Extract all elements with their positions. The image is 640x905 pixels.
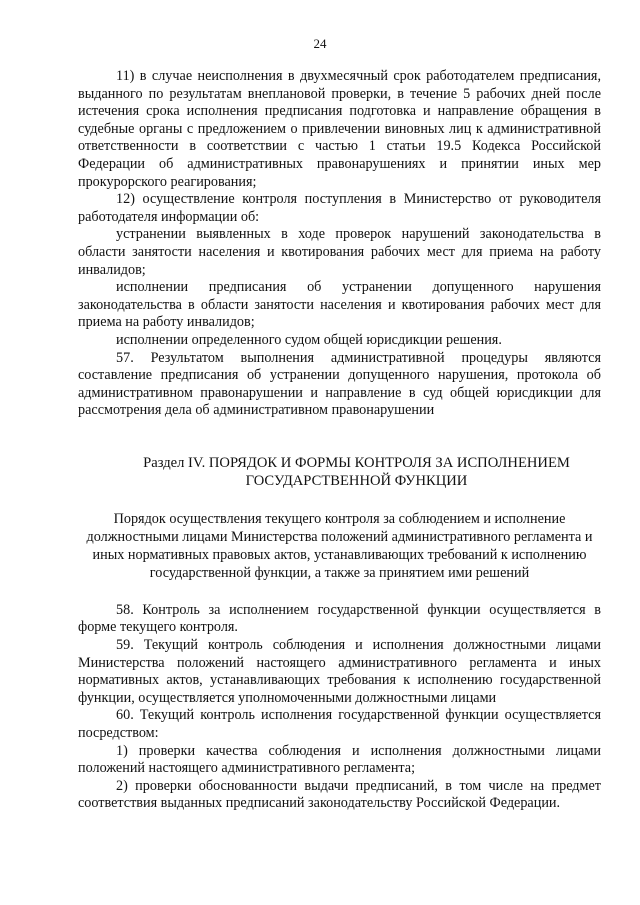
- paragraph-item-12: 12) осуществление контроля поступления в Министерство от руководителя работодателя информации об:: [78, 191, 601, 225]
- paragraph-item-11: 11) в случае неисполнения в двухмесячный срок работодателем предписания, выданного по результатам внеплановой проверки, в течение 5 рабочих дней после истечения срока исполнения предписания подготовка и направление обращения в судебные органы с предложением о привлечении виновных лиц к административной ответственности в соответствии с частью 1 статьи 19.5 Кодекса Российской Федерации об административных правонарушениях и принятии иных мер прокурорского реагирования;: [78, 68, 601, 190]
- paragraph-58: 58. Контроль за исполнением государственной функции осуществляется в форме текущего контроля.: [78, 601, 601, 636]
- section-subtitle: Порядок осуществления текущего контроля за соблюдением и исполнение должностными лицами Министерства положений административного регламента и иных нормативных правовых актов, устанавливающих требований к исполнению государственной функции, а также за принятием ими решений: [86, 510, 593, 581]
- paragraph-60-item-2: 2) проверки обоснованности выдачи предписаний, в том числе на предмет соответствия выданных предписаний законодательству Российской Федерации.: [78, 777, 601, 812]
- paragraph-59: 59. Текущий контроль соблюдения и исполнения должностными лицами Министерства положений настоящего административного регламента и иных нормативных актов, устанавливающих требования к исполнению государственной функции, осуществляется уполномоченными должностными лицами: [78, 637, 601, 706]
- paragraph-subitem-prescription: исполнении предписания об устранении допущенного нарушения законодательства в области занятости населения и квотирования рабочих мест для приема на работу инвалидов;: [78, 279, 601, 331]
- paragraph-subitem-court-decision: исполнении определенного судом общей юрисдикции решения.: [116, 331, 502, 348]
- spacer: [78, 420, 601, 454]
- spacer: [78, 490, 601, 510]
- section-title-line-2: ГОСУДАРСТВЕННОЙ ФУНКЦИИ: [245, 472, 468, 489]
- paragraph-60: 60. Текущий контроль исполнения государственной функции осуществляется посредством:: [78, 707, 601, 742]
- section-title-line-1: Раздел IV. ПОРЯДОК И ФОРМЫ КОНТРОЛЯ ЗА ИСПОЛНЕНИЕМ: [143, 454, 570, 471]
- spacer: [78, 582, 601, 602]
- paragraph-57: 57. Результатом выполнения административной процедуры являются составление предписания об устранении допущенного нарушения, протокола об административном правонарушении и направление в суд общей юрисдикции для рассмотрения дела об административном правонарушении: [78, 349, 601, 419]
- page-content: [78, 68, 601, 813]
- paragraph-60-item-1: 1) проверки качества соблюдения и исполнения должностными лицами положений настоящего административного регламента;: [78, 742, 601, 777]
- paragraph-subitem-violations: устранении выявленных в ходе проверок нарушений законодательства в области занятости населения и квотирования рабочих мест для приема на работу инвалидов;: [78, 226, 601, 278]
- page-number: 24: [313, 36, 327, 51]
- section-title: [78, 454, 601, 490]
